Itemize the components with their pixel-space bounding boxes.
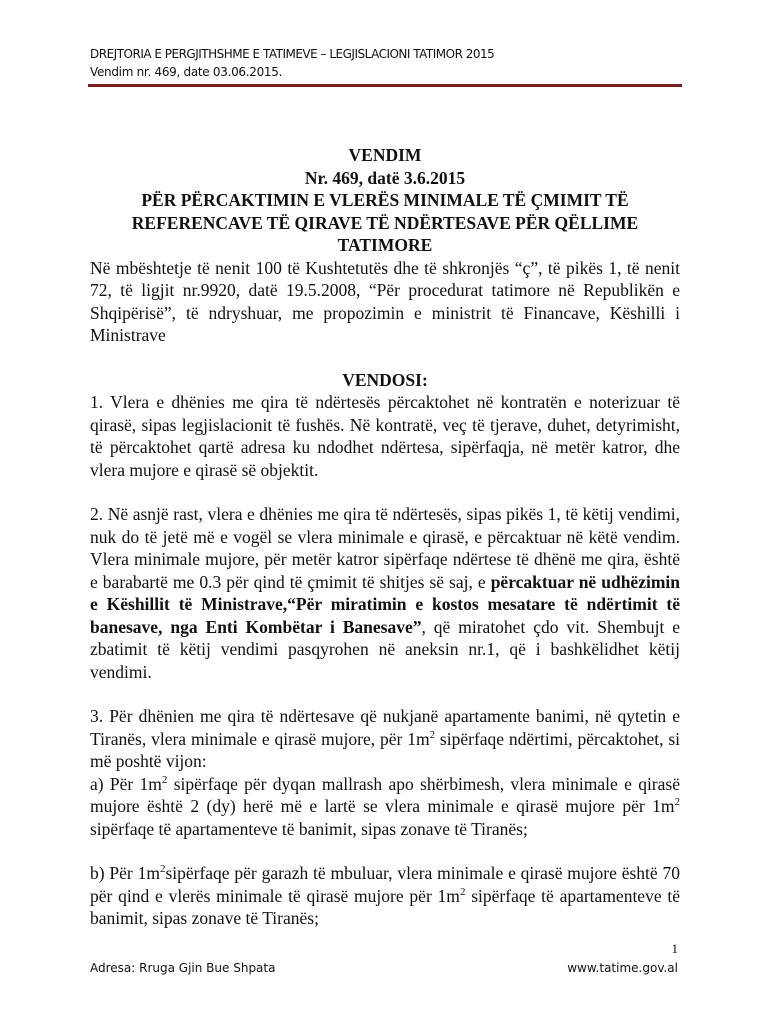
- superscript: 2: [159, 863, 166, 876]
- paragraph-3b: [90, 862, 680, 930]
- paragraph-3-part-b: sipërfaqe ndërtimi, përcaktohet, si më poshtë vijon:: [90, 728, 680, 771]
- title-line-2: REFERENCAVE TË QIRAVE TË NDËRTESAVE PËR QËLLIME: [131, 212, 639, 233]
- header-title: DREJTORIA E PERGJITHSHME E TATIMEVE – LEGJISLACIONI TATIMOR 2015: [90, 47, 495, 61]
- footer-address: Adresa: Rruga Gjin Bue Shpata: [90, 961, 276, 975]
- title-line-3: TATIMORE: [337, 235, 433, 255]
- superscript: 2: [161, 773, 168, 786]
- paragraph-2-part-a: 2. Në asnjë rast, vlera e dhënies me qira të ndërtesës, sipas pikës 1, të këtij vendimi, nuk do të jetë më e vogël se vlera minimale e qirasë, e përcaktuar në këtë vendim. Vlera minimale mujore, për metër katror sipërfaqe ndërtese të dhënë me qira, është e barabartë me 0.3 për qind të çmimit të shitjes së saj, e: [90, 504, 680, 592]
- title-vendim: VENDIM: [348, 145, 422, 165]
- paragraph-2-part-c: , që miratohet çdo vit. Shembujt e zbatimit të këtij vendimi pasqyrohen në aneksin nr.1, që i bashkëlidhet këtij vendimi.: [90, 616, 680, 682]
- paragraph-3b-part-a: b) Për 1m: [90, 863, 160, 883]
- paragraph-1: 1. Vlera e dhënies me qira të ndërtesës përcaktohet në kontratën e noterizuar të qirasë, sipas legjislacionit të fushës. Në kontratë, veç të tjerave, duhet, detyrimisht, të përcaktohet qartë adresa ku ndodhet ndërtesa, sipërfaqja, në metër katror, dhe vlera mujore e qirasë së objektit.: [90, 392, 680, 480]
- paragraph-3a-part-b: sipërfaqe për dyqan mallrash apo shërbimesh, vlera minimale e qirasë mujore është 2 (dy) herë më e lartë se vlera minimale e qirasë mujore për 1m: [90, 773, 680, 816]
- paragraph-3b-part-b: sipërfaqe për garazh të mbuluar, vlera minimale e qirasë mujore është 70 për qind e vlerës minimale të qirasë mujore për 1m: [90, 863, 680, 906]
- paragraph-2-bold-reference: përcaktuar në udhëzimin e Këshillit të Ministrave,“Për miratimin e kostos mesatare të ndërtimit të banesave, nga Enti Kombëtar i Banesave”: [90, 571, 680, 637]
- paragraph-3: [90, 705, 680, 773]
- preamble-paragraph: Në mbështetje të nenit 100 të Kushtetutës dhe të shkronjës “ç”, të pikës 1, të nenit 72, të ligjit nr.9920, datë 19.5.2008, “Për procedurat tatimore në Republikën e Shqipërisë”, të ndryshuar, me propozimin e ministrit të Financave, Këshilli i Ministrave: [90, 257, 680, 345]
- page-number: 1: [671, 941, 678, 956]
- header-rule: [88, 84, 682, 87]
- title-number-date: Nr. 469, datë 3.6.2015: [304, 167, 466, 188]
- paragraph-3a-part-c: sipërfaqe të apartamenteve të banimit, sipas zonave të Tiranës;: [90, 818, 528, 839]
- document-body: [90, 144, 680, 930]
- superscript: 2: [674, 796, 680, 809]
- footer-website[interactable]: www.tatime.gov.al: [567, 961, 678, 975]
- title-line-1: PËR PËRCAKTIMIN E VLERËS MINIMALE TË ÇMIMIT TË: [141, 190, 629, 210]
- header-subtitle: Vendim nr. 469, date 03.06.2015.: [90, 65, 283, 79]
- paragraph-3-part-a: 3. Për dhënien me qira të ndërtesave që nukjanë apartamente banimi, në qytetin e Tiranës, vlera minimale e qirasë mujore, për 1m: [90, 706, 680, 749]
- paragraph-2: [90, 503, 680, 683]
- superscript: 2: [429, 728, 436, 741]
- paragraph-3b-part-c: sipërfaqe të apartamenteve të banimit, sipas zonave të Tiranës;: [90, 885, 681, 928]
- superscript: 2: [459, 885, 466, 898]
- paragraph-3a-part-a: a) Për 1m: [90, 773, 162, 794]
- decide-heading: VENDOSI:: [342, 369, 428, 390]
- paragraph-3a: [90, 773, 680, 841]
